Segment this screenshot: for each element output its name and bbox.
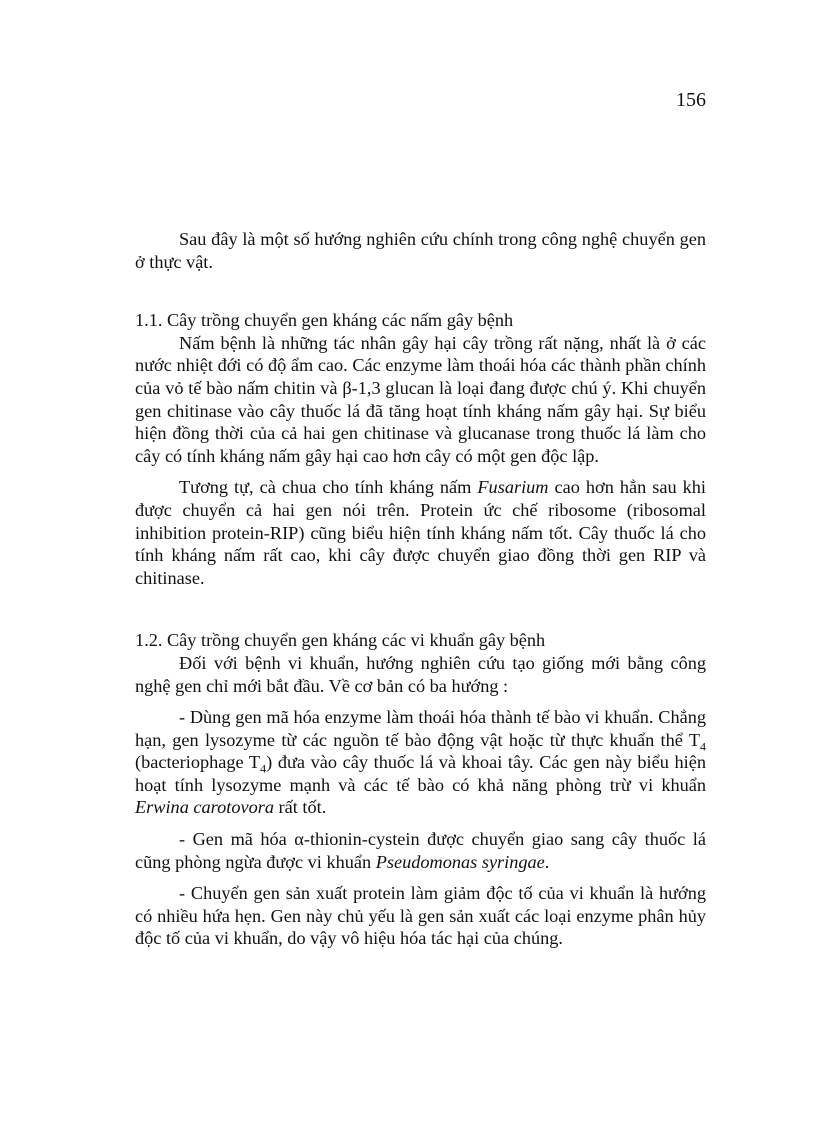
species-name: Pseudomonas syringae	[375, 851, 545, 872]
intro-paragraph: Sau đây là một số hướng nghiên cứu chính trong công nghệ chuyển gen ở thực vật.	[135, 229, 706, 272]
page-body	[135, 228, 706, 950]
species-name: Fusarium	[477, 477, 549, 498]
section-2-paragraph-3: - Gen mã hóa α-thionin-cystein được chuyển giao sang cây thuốc lá cũng phòng ngừa được vi khuẩn Pseudomonas syringae.	[135, 829, 706, 872]
section-2-paragraph-2: - Dùng gen mã hóa enzyme làm thoái hóa thành tế bào vi khuẩn. Chẳng hạn, gen lysozyme từ các nguồn tế bào động vật hoặc từ thực khuẩn thể $T_4$ (bacteriophage $T_4$) đưa vào cây thuốc lá và khoai tây. Các gen này biểu hiện hoạt tính lysozyme mạnh và các tế bào có khả năng phòng trừ vi khuẩn Erwina carotovora rất tốt.	[135, 707, 706, 818]
section-1-heading: 1.1. Cây trồng chuyển gen kháng các nấm gây bệnh	[135, 310, 514, 331]
section-1-paragraph-1: Nấm bệnh là những tác nhân gây hại cây trồng rất nặng, nhất là ở các nước nhiệt đới có độ ẩm cao. Các enzyme làm thoái hóa các thành phần chính của vỏ tế bào nấm chitin và β-1,3 glucan là loại đang được chú ý. Khi chuyển gen chitinase vào cây thuốc lá đã tăng hoạt tính kháng nấm gây hại. Sự biểu hiện đồng thời của cả hai gen chitinase và glucanase trong thuốc lá làm cho cây có tính kháng nấm gây hại cao hơn cây có một gen độc lập.	[135, 332, 706, 466]
species-name: Erwina carotovora	[135, 797, 274, 818]
section-1-paragraph-2: Tương tự, cà chua cho tính kháng nấm Fusarium cao hơn hẳn sau khi được chuyển cả hai gen nói trên. Protein ức chế ribosome (ribosomal inhibition protein-RIP) cũng biểu hiện tính kháng nấm tốt. Cây thuốc lá cho tính kháng nấm rất cao, khi cây được chuyển giao đồng thời gen RIP và chitinase.	[135, 477, 706, 588]
section-2-heading: 1.2. Cây trồng chuyển gen kháng các vi khuẩn gây bệnh	[135, 630, 546, 651]
section-2-paragraph-4: - Chuyển gen sản xuất protein làm giảm độc tố của vi khuẩn là hướng có nhiều hứa hẹn. Gen này chủ yếu là gen sản xuất các loại enzyme phân hủy độc tố của vi khuẩn, do vậy vô hiệu hóa tác hại của chúng.	[135, 883, 706, 949]
page-number: 156	[676, 89, 706, 111]
section-2-paragraph-1: Đối với bệnh vi khuẩn, hướng nghiên cứu tạo giống mới bằng công nghệ gen chỉ mới bắt đầu. Về cơ bản có ba hướng :	[135, 652, 706, 696]
